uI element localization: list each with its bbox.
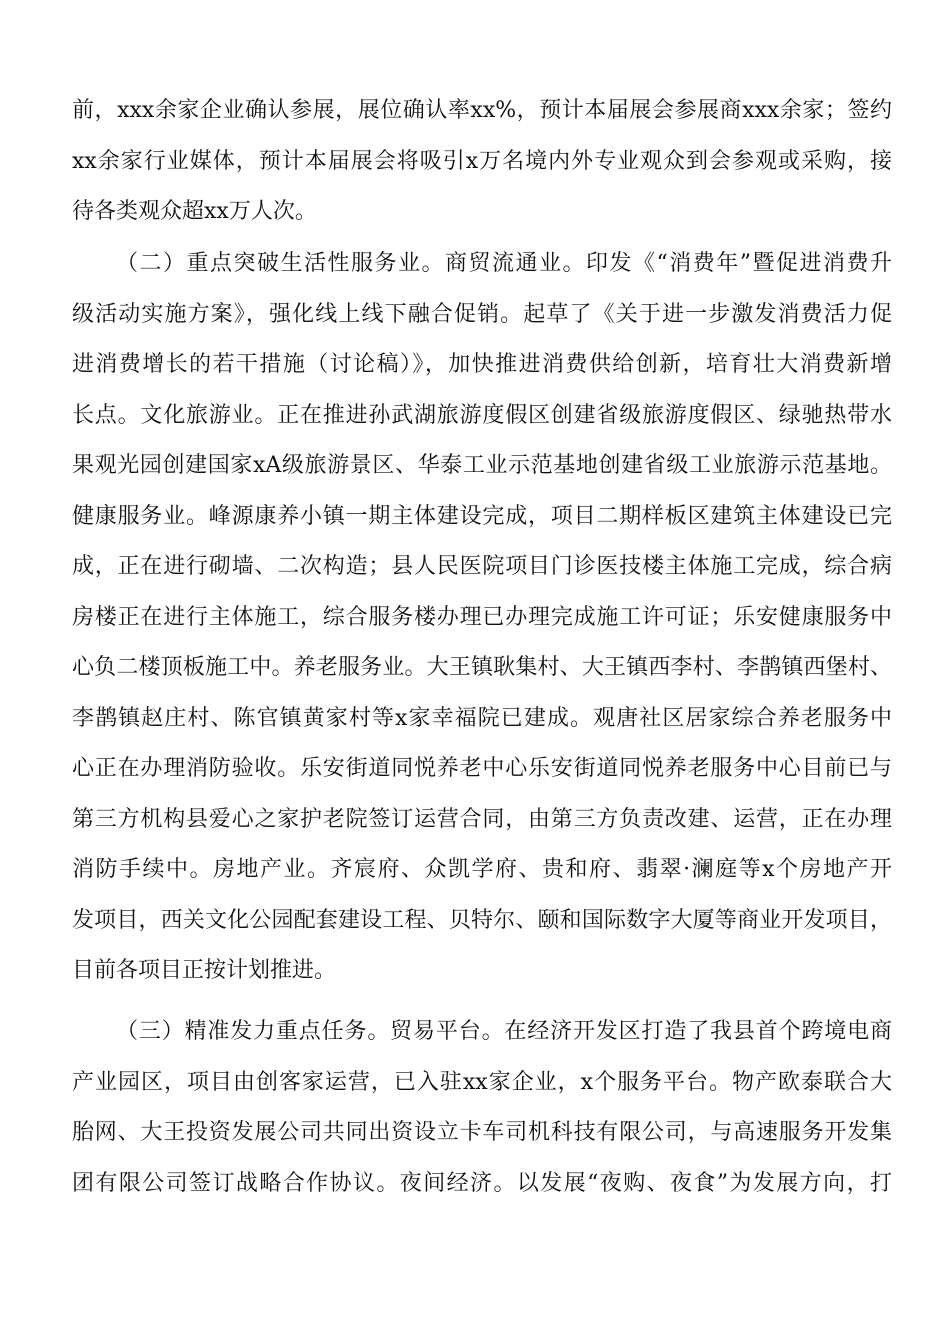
paragraph-line: 第三方机构县爱心之家护老院签订运营合同，由第三方负责改建、运营，正在办理 xyxy=(72,806,892,832)
paragraph-line: 心正在办理消防验收。乐安街道同悦养老中心乐安街道同悦养老服务中心目前已与 xyxy=(72,756,892,781)
paragraph-line: 胎网、大王投资发展公司共同出资设立卡车司机科技有限公司，与高速服务开发集 xyxy=(72,1120,892,1145)
paragraph-2 xyxy=(72,239,892,997)
paragraph-line: 消防手续中。房地产业。齐宸府、众凯学府、贵和府、翡翠·澜庭等x个房地产开 xyxy=(72,857,892,882)
paragraph-line: 心负二楼顶板施工中。养老服务业。大王镇耿集村、大王镇西李村、李鹊镇西堡村、 xyxy=(72,655,892,680)
paragraph-line: 果观光园创建国家xA级旅游景区、华泰工业示范基地创建省级工业旅游示范基地。 xyxy=(72,453,892,478)
paragraph-3 xyxy=(72,1007,892,1209)
paragraph-line: xx余家行业媒体，预计本届展会将吸引x万名境内外专业观众到会参观或采购，接 xyxy=(72,148,892,174)
paragraph-line: （三）精准发力重点任务。贸易平台。在经济开发区打造了我县首个跨境电商 xyxy=(116,1019,892,1044)
paragraph-line: 发项目，西关文化公园配套建设工程、贝特尔、颐和国际数字大厦等商业开发项目， xyxy=(72,907,892,933)
paragraph-line: 进消费增长的若干措施（讨论稿）》，加快推进消费供给创新，培育壮大消费新增 xyxy=(72,352,892,377)
paragraph-line: 健康服务业。峰源康养小镇一期主体建设完成，项目二期样板区建筑主体建设已完 xyxy=(72,503,892,529)
paragraph-line: （二）重点突破生活性服务业。商贸流通业。印发《“消费年”暨促进消费升 xyxy=(116,251,892,276)
paragraph-line: 产业园区，项目由创客家运营，已入驻xx家企业，x个服务平台。物产欧泰联合大 xyxy=(72,1069,892,1095)
paragraph-line: 团有限公司签订战略合作协议。夜间经济。以发展“夜购、夜食”为发展方向，打 xyxy=(72,1170,892,1196)
paragraph-line: 成，正在进行砌墙、二次构造；县人民医院项目门诊医技楼主体施工完成，综合病 xyxy=(72,554,892,579)
paragraph-line: 李鹊镇赵庄村、陈官镇黄家村等x家幸福院已建成。观唐社区居家综合养老服务中 xyxy=(72,705,892,731)
paragraph-line: 待各类观众超xx万人次。 xyxy=(72,199,317,224)
paragraph-line: 级活动实施方案》，强化线上线下融合促销。起草了《关于进一步激发消费活力促 xyxy=(72,301,892,327)
paragraph-line: 长点。文化旅游业。正在推进孙武湖旅游度假区创建省级旅游度假区、绿驰热带水 xyxy=(72,402,892,428)
paragraph-1 xyxy=(72,86,892,238)
paragraph-line: 房楼正在进行主体施工，综合服务楼办理已办理完成施工许可证；乐安健康服务中 xyxy=(72,604,892,630)
paragraph-line: 前，xxx余家企业确认参展，展位确认率xx%，预计本届展会参展商xxx余家；签约 xyxy=(72,98,892,123)
paragraph-line: 目前各项目正按计划推进。 xyxy=(72,958,337,983)
